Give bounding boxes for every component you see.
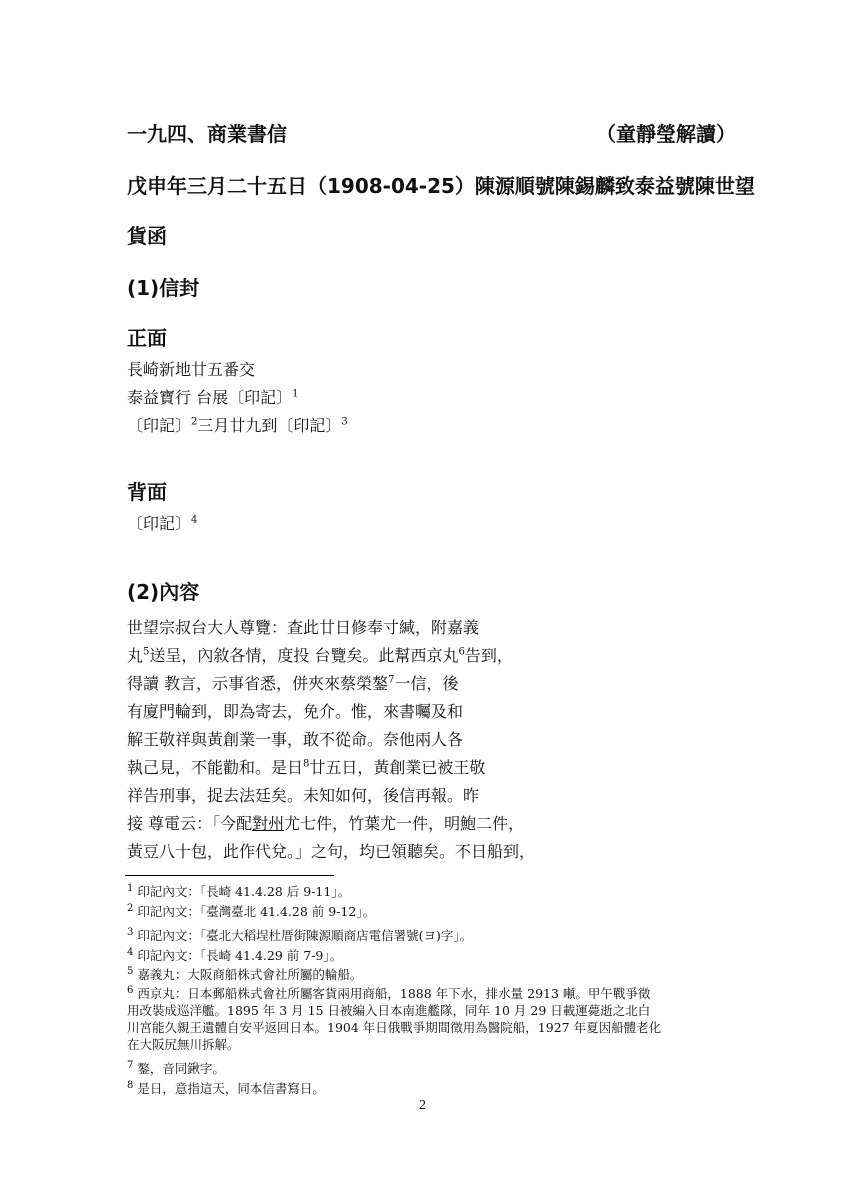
attribution: （童靜瑩解讀） [596, 122, 736, 146]
footnote-4 [127, 947, 342, 964]
content-line-1: 世望宗叔台大人尊覽：查此廿日修奉寸緘，附嘉義 [127, 618, 480, 637]
footnote-ref-7: 7 [388, 674, 395, 686]
envelope-heading: (1)信封 [127, 276, 200, 300]
footnote-6 [127, 985, 661, 1053]
footnote-6-line-1: 西京丸：日本郵船株式會社所屬客貨兩用商船，1888 年下水，排水量 2913 噸。甲午戰爭徵 [137, 986, 651, 1001]
page-number: 2 [419, 1098, 426, 1113]
back-line-1-text: 〔印記〕 [127, 514, 192, 533]
front-line-2 [127, 384, 298, 412]
footnote-3-text: 印記內文：「臺北大稻埕杜厝街陳源順商店電信署號(ヨ)字」。 [137, 928, 473, 943]
footnote-4-text: 印記內文：「長崎 41.4.29 前 7-9」。 [137, 948, 343, 963]
content-line-3 [127, 670, 458, 698]
footnote-8-text: 是日，意指這天，同本信書寫日。 [137, 1081, 325, 1096]
section-title: 一九四、商業書信 [127, 122, 287, 146]
footnote-6-line-3: 川宮能久親王遺體自安平返回日本。1904 年日俄戰爭期間徵用為醫院船，1927 年夏因船體老化 [127, 1020, 662, 1035]
content-line-5: 解王敬祥與黃創業一事，敢不從命。奈他兩人各 [127, 730, 464, 749]
footnote-3-num: 3 [127, 926, 134, 938]
footnote-ref-1: 1 [292, 388, 299, 400]
footnote-divider [125, 875, 334, 876]
footnote-3 [127, 927, 472, 944]
footnote-ref-8: 8 [303, 758, 310, 770]
front-line-2-text: 泰益寶行 台展〔印記〕 [127, 388, 293, 407]
footnote-2-num: 2 [127, 902, 134, 914]
content-line-3-a: 得讀 教言，示事省悉，併夾來蔡榮鏊 [127, 674, 389, 693]
content-line-6 [127, 754, 485, 782]
footnote-5 [127, 966, 362, 983]
content-line-8 [127, 810, 524, 838]
footnote-6-num: 6 [127, 984, 134, 996]
content-line-8-a: 接 尊電云：「今配 [127, 814, 253, 833]
content-line-3-b: 一信，後 [394, 674, 459, 693]
footnote-ref-3: 3 [341, 416, 348, 428]
front-line-3-text-b: 三月廿九到〔印記〕 [197, 416, 342, 435]
footnote-ref-6: 6 [458, 646, 465, 658]
content-line-9: 黃豆八十包，此作代兌。」之句，均已領聽矣。不日船到， [127, 842, 536, 861]
content-line-2-c: 告到， [464, 646, 513, 665]
front-line-1 [127, 356, 255, 384]
footnote-2 [127, 903, 375, 920]
content-line-6-a: 執己見，不能勸和。是日 [127, 758, 304, 777]
footnote-7 [127, 1060, 225, 1077]
footnote-ref-2: 2 [191, 416, 198, 428]
footnote-1 [127, 883, 350, 900]
front-line-1-text: 長崎新地廿五番交 [127, 360, 256, 379]
content-line-6-b: 廿五日，黃創業已被王敬 [309, 758, 486, 777]
footnote-5-num: 5 [127, 965, 134, 977]
back-heading: 背面 [127, 480, 167, 504]
footnote-5-text: 嘉義丸：大阪商船株式會社所屬的輪船。 [137, 967, 363, 982]
footnote-6-line-2: 用改裝成巡洋艦。1895 年 3 月 15 日被編入日本南進艦隊，同年 10 月 29 日載運薨逝之北白 [127, 1003, 651, 1018]
content-line-8-underlined: 對州 [252, 814, 285, 833]
content-line-2-b: 送呈，內敘各情，度投 台覽矣。此幫西京丸 [149, 646, 459, 665]
content-heading: (2)內容 [127, 580, 200, 604]
front-line-3 [127, 412, 348, 440]
front-line-3-text-a: 〔印記〕 [127, 416, 192, 435]
content-line-2-a: 丸 [127, 646, 144, 665]
footnote-6-line-4: 在大阪尻無川拆解。 [127, 1037, 240, 1052]
footnote-ref-4: 4 [191, 514, 198, 526]
content-line-8-b: 尤七件，竹葉尤一件，明鮑二件， [284, 814, 525, 833]
footnote-1-num: 1 [127, 882, 134, 894]
letter-subtitle-line2: 貨函 [127, 224, 167, 248]
back-line-1 [127, 510, 197, 538]
footnote-1-text: 印記內文：「長崎 41.4.28 后 9-11」。 [137, 884, 351, 899]
front-heading: 正面 [127, 326, 167, 350]
footnote-ref-5: 5 [143, 646, 150, 658]
footnote-8 [127, 1080, 325, 1097]
content-line-7: 祥告刑事，捉去法廷矣。未知如何，後信再報。昨 [127, 786, 480, 805]
footnote-2-text: 印記內文：「臺灣臺北 41.4.28 前 9-12」。 [137, 904, 376, 919]
footnote-7-num: 7 [127, 1059, 134, 1071]
footnote-7-text: 鏊，音同鍬字。 [137, 1061, 225, 1076]
content-line-2 [127, 642, 513, 670]
footnote-8-num: 8 [127, 1079, 134, 1091]
letter-subtitle-line1: 戊申年三月二十五日（1908-04-25）陳源順號陳錫麟致泰益號陳世望 [127, 174, 755, 198]
content-line-4: 有廈門輪到，即為寄去，免介。惟，來書囑及和 [127, 702, 464, 721]
footnote-4-num: 4 [127, 946, 134, 958]
